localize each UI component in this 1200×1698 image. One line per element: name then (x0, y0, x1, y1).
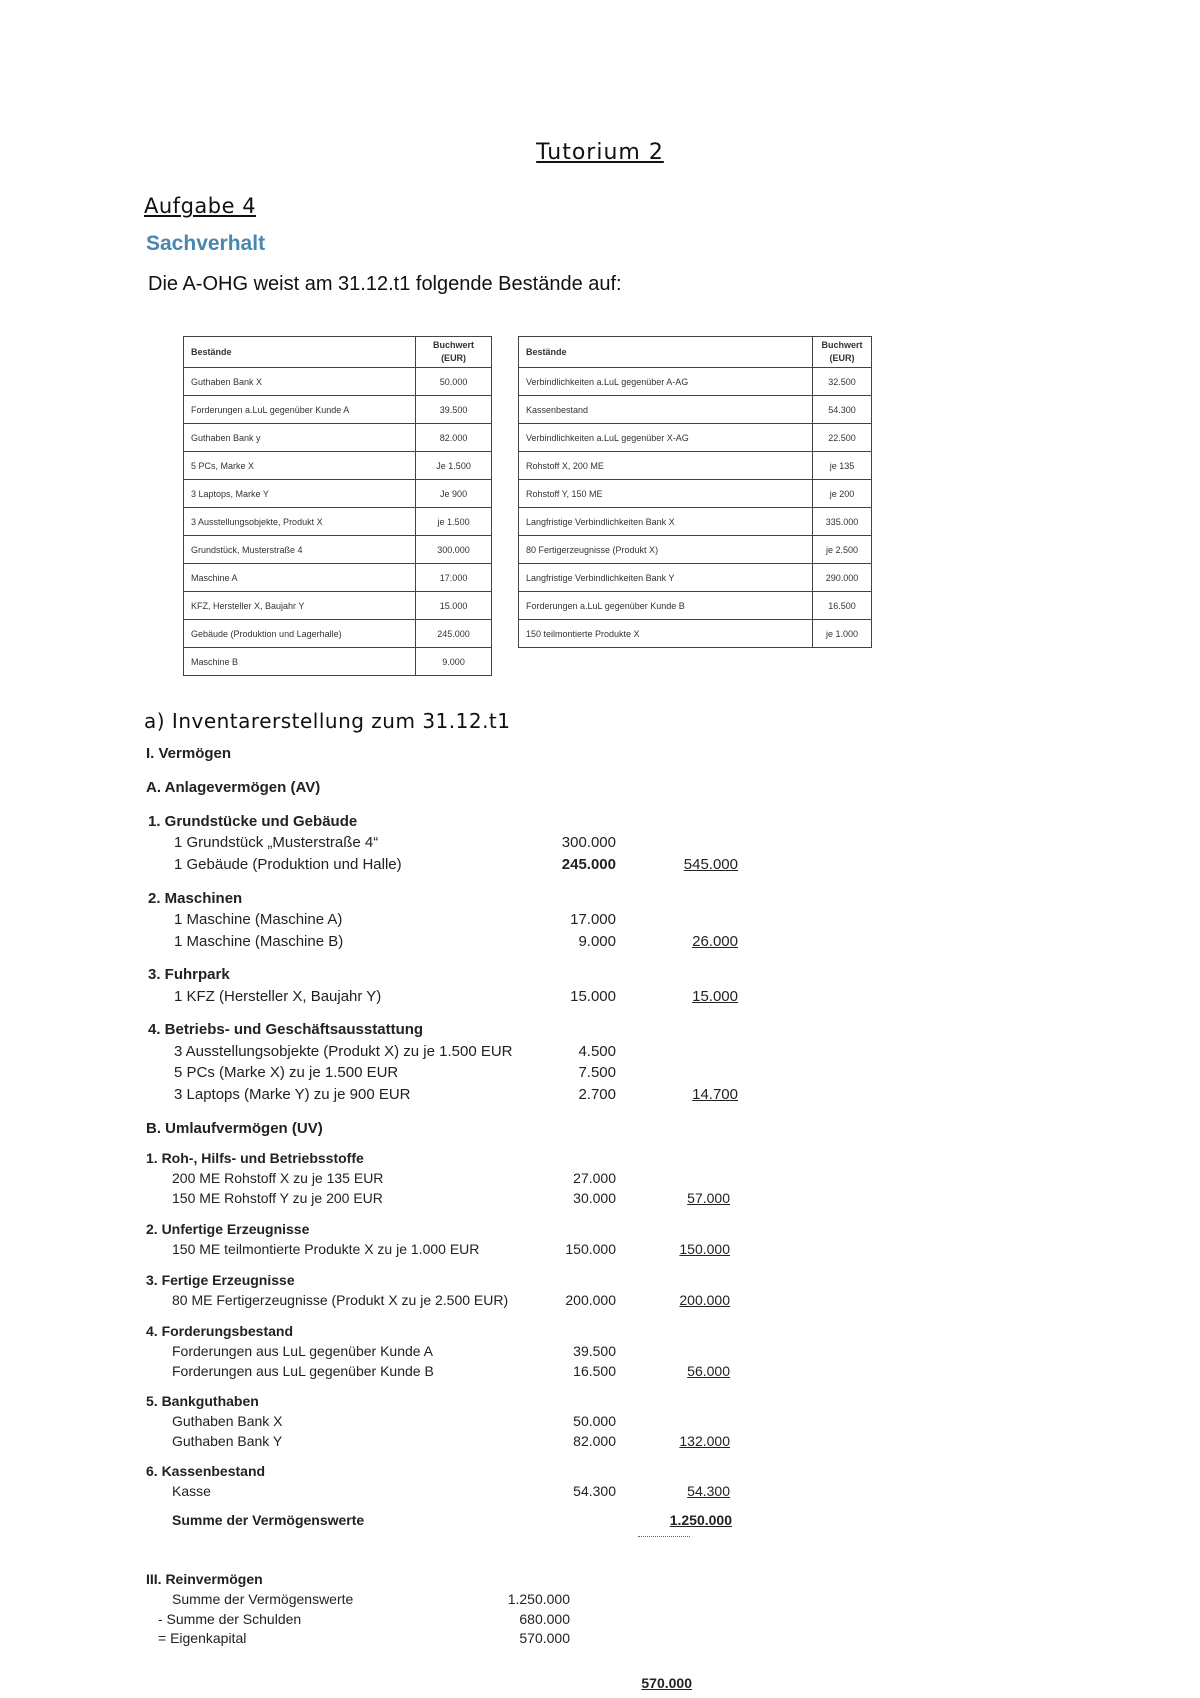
group-sum: 150.000 (679, 1241, 730, 1257)
group-sum: 15.000 (692, 988, 738, 1005)
table-row (519, 480, 872, 508)
cell-bestand: Verbindlichkeiten a.LuL gegenüber A-AG (519, 368, 813, 396)
cell-buchwert: 50.000 (416, 368, 492, 396)
header-bestaende: Bestände (519, 337, 813, 368)
item-label: Forderungen aus LuL gegenüber Kunde A (172, 1343, 434, 1359)
table-row (519, 368, 872, 396)
cell-bestand: Gebäude (Produktion und Lagerhalle) (184, 620, 416, 648)
group-sum: 14.700 (692, 1086, 738, 1103)
item-value: 15.000 (570, 988, 616, 1005)
group-forderungen-title: 4. Forderungsbestand (146, 1323, 294, 1339)
item-value: 2.700 (578, 1086, 616, 1103)
item-label: - Summe der Schulden (158, 1611, 302, 1627)
item-value: 680.000 (519, 1611, 570, 1627)
cell-bestand: 3 Ausstellungsobjekte, Produkt X (184, 508, 416, 536)
cell-buchwert: 15.000 (416, 592, 492, 620)
item-value: 30.000 (573, 1190, 616, 1206)
table-row (184, 564, 492, 592)
item-label: 3 Laptops (Marke Y) zu je 900 EUR (174, 1086, 411, 1103)
item-value: 1.250.000 (507, 1591, 570, 1607)
item-label: Summe der Vermögenswerte (172, 1591, 354, 1607)
item-value: 27.000 (573, 1170, 616, 1186)
cell-buchwert: je 1.000 (813, 620, 872, 648)
cell-bestand: Forderungen a.LuL gegenüber Kunde B (519, 592, 813, 620)
group-kasse-title: 6. Kassenbestand (146, 1463, 266, 1479)
table-row (519, 592, 872, 620)
table-row (519, 396, 872, 424)
summe-vermoegen-label: Summe der Vermögenswerte (172, 1512, 365, 1528)
bestaende-table-left (183, 336, 492, 676)
item-value: 4.500 (578, 1043, 616, 1060)
cell-buchwert: 290.000 (813, 564, 872, 592)
group-bank-title: 5. Bankguthaben (146, 1393, 259, 1409)
cell-bestand: Verbindlichkeiten a.LuL gegenüber X-AG (519, 424, 813, 452)
uv-heading: B. Umlaufvermögen (UV) (146, 1120, 323, 1137)
summe-vermoegen-value: 1.250.000 (669, 1512, 732, 1528)
cell-buchwert: je 2.500 (813, 536, 872, 564)
item-label: 80 ME Fertigerzeugnisse (Produkt X zu je 2.500 EUR) (172, 1292, 509, 1308)
item-value: 570.000 (519, 1630, 570, 1646)
table-row (519, 424, 872, 452)
cell-bestand: Maschine A (184, 564, 416, 592)
page-title: Tutorium 2 (536, 140, 664, 165)
cell-buchwert: 17.000 (416, 564, 492, 592)
table-row (519, 564, 872, 592)
item-label: 150 ME teilmontierte Produkte X zu je 1.000 EUR (172, 1241, 480, 1257)
table-row (184, 620, 492, 648)
task-heading: Aufgabe 4 (144, 194, 257, 218)
cell-bestand: Langfristige Verbindlichkeiten Bank Y (519, 564, 813, 592)
table-row (184, 424, 492, 452)
group-grundstuecke-title: 1. Grundstücke und Gebäude (148, 813, 358, 830)
cell-buchwert: 16.500 (813, 592, 872, 620)
item-label: 1 Maschine (Maschine A) (174, 911, 343, 928)
cell-bestand: Guthaben Bank y (184, 424, 416, 452)
divider (638, 1536, 690, 1538)
item-value: 245.000 (561, 856, 616, 873)
item-value: 17.000 (570, 911, 616, 928)
cell-bestand: Kassenbestand (519, 396, 813, 424)
item-label: 1 Grundstück „Musterstraße 4“ (174, 834, 379, 851)
cell-buchwert: 9.000 (416, 648, 492, 676)
item-label: Guthaben Bank Y (172, 1433, 283, 1449)
item-value: 200.000 (565, 1292, 616, 1308)
cell-bestand: Guthaben Bank X (184, 368, 416, 396)
header-bestaende: Bestände (184, 337, 416, 368)
table-header-row (184, 337, 492, 368)
group-sum: 54.300 (687, 1483, 730, 1499)
header-buchwert: Buchwert (EUR) (416, 337, 492, 368)
item-value: 16.500 (573, 1363, 616, 1379)
cell-buchwert: 32.500 (813, 368, 872, 396)
cell-bestand: Rohstoff X, 200 ME (519, 452, 813, 480)
item-label: 1 KFZ (Hersteller X, Baujahr Y) (174, 988, 382, 1005)
cell-bestand: KFZ, Hersteller X, Baujahr Y (184, 592, 416, 620)
table-row (519, 452, 872, 480)
bestaende-table-right (518, 336, 872, 648)
cell-buchwert: 245.000 (416, 620, 492, 648)
group-sum: 545.000 (683, 856, 738, 873)
table-header-row (519, 337, 872, 368)
group-unfertige-title: 2. Unfertige Erzeugnisse (146, 1221, 310, 1237)
cell-buchwert: je 200 (813, 480, 872, 508)
table-row (519, 536, 872, 564)
item-value: 9.000 (578, 933, 616, 950)
group-rhb-title: 1. Roh-, Hilfs- und Betriebsstoffe (146, 1150, 364, 1166)
group-sum: 57.000 (687, 1190, 730, 1206)
item-value: 50.000 (573, 1413, 616, 1429)
cell-buchwert: je 1.500 (416, 508, 492, 536)
item-label: = Eigenkapital (158, 1630, 247, 1646)
eigenkapital-final-value: 570.000 (641, 1675, 692, 1691)
cell-bestand: Maschine B (184, 648, 416, 676)
item-label: Forderungen aus LuL gegenüber Kunde B (172, 1363, 434, 1379)
item-value: 150.000 (565, 1241, 616, 1257)
cell-bestand: Grundstück, Musterstraße 4 (184, 536, 416, 564)
vermoegen-heading: I. Vermögen (146, 745, 232, 762)
table-row (184, 508, 492, 536)
cell-buchwert: 82.000 (416, 424, 492, 452)
group-fuhrpark-title: 3. Fuhrpark (148, 966, 230, 983)
reinvermoegen-heading: III. Reinvermögen (146, 1571, 263, 1587)
cell-bestand: 5 PCs, Marke X (184, 452, 416, 480)
group-maschinen-title: 2. Maschinen (148, 890, 243, 907)
item-label: 5 PCs (Marke X) zu je 1.500 EUR (174, 1064, 399, 1081)
cell-bestand: Langfristige Verbindlichkeiten Bank X (519, 508, 813, 536)
table-row (519, 620, 872, 648)
section-heading-sachverhalt: Sachverhalt (146, 232, 266, 255)
cell-buchwert: Je 900 (416, 480, 492, 508)
group-sum: 56.000 (687, 1363, 730, 1379)
item-label: 1 Maschine (Maschine B) (174, 933, 344, 950)
cell-buchwert: Je 1.500 (416, 452, 492, 480)
table-row (519, 508, 872, 536)
table-row (184, 592, 492, 620)
table-row (184, 480, 492, 508)
cell-bestand: 3 Laptops, Marke Y (184, 480, 416, 508)
cell-buchwert: je 135 (813, 452, 872, 480)
item-value: 39.500 (573, 1343, 616, 1359)
group-sum: 26.000 (692, 933, 738, 950)
table-row (184, 396, 492, 424)
av-heading: A. Anlagevermögen (AV) (146, 779, 321, 796)
cell-bestand: Rohstoff Y, 150 ME (519, 480, 813, 508)
item-label: Kasse (172, 1483, 211, 1499)
item-label: 3 Ausstellungsobjekte (Produkt X) zu je 1.500 EUR (174, 1043, 513, 1060)
item-value: 300.000 (561, 834, 616, 851)
table-row (184, 452, 492, 480)
table-row (184, 648, 492, 676)
cell-bestand: Forderungen a.LuL gegenüber Kunde A (184, 396, 416, 424)
intro-text: Die A-OHG weist am 31.12.t1 folgende Bestände auf: (148, 273, 622, 295)
group-sum: 132.000 (679, 1433, 730, 1449)
group-fertige-title: 3. Fertige Erzeugnisse (146, 1272, 295, 1288)
item-value: 7.500 (578, 1064, 616, 1081)
item-label: 150 ME Rohstoff Y zu je 200 EUR (172, 1190, 383, 1206)
cell-buchwert: 300.000 (416, 536, 492, 564)
item-label: Guthaben Bank X (172, 1413, 283, 1429)
cell-buchwert: 39.500 (416, 396, 492, 424)
item-value: 82.000 (573, 1433, 616, 1449)
inventar-section-title: a) Inventarerstellung zum 31.12.t1 (144, 709, 511, 733)
cell-buchwert: 335.000 (813, 508, 872, 536)
cell-buchwert: 54.300 (813, 396, 872, 424)
table-row (184, 368, 492, 396)
item-label: 200 ME Rohstoff X zu je 135 EUR (172, 1170, 384, 1186)
item-value: 54.300 (573, 1483, 616, 1499)
cell-buchwert: 22.500 (813, 424, 872, 452)
cell-bestand: 80 Fertigerzeugnisse (Produkt X) (519, 536, 813, 564)
header-buchwert: Buchwert (EUR) (813, 337, 872, 368)
group-sum: 200.000 (679, 1292, 730, 1308)
group-bga-title: 4. Betriebs- und Geschäftsausstattung (148, 1021, 424, 1038)
item-label: 1 Gebäude (Produktion und Halle) (174, 856, 402, 873)
table-row (184, 536, 492, 564)
cell-bestand: 150 teilmontierte Produkte X (519, 620, 813, 648)
